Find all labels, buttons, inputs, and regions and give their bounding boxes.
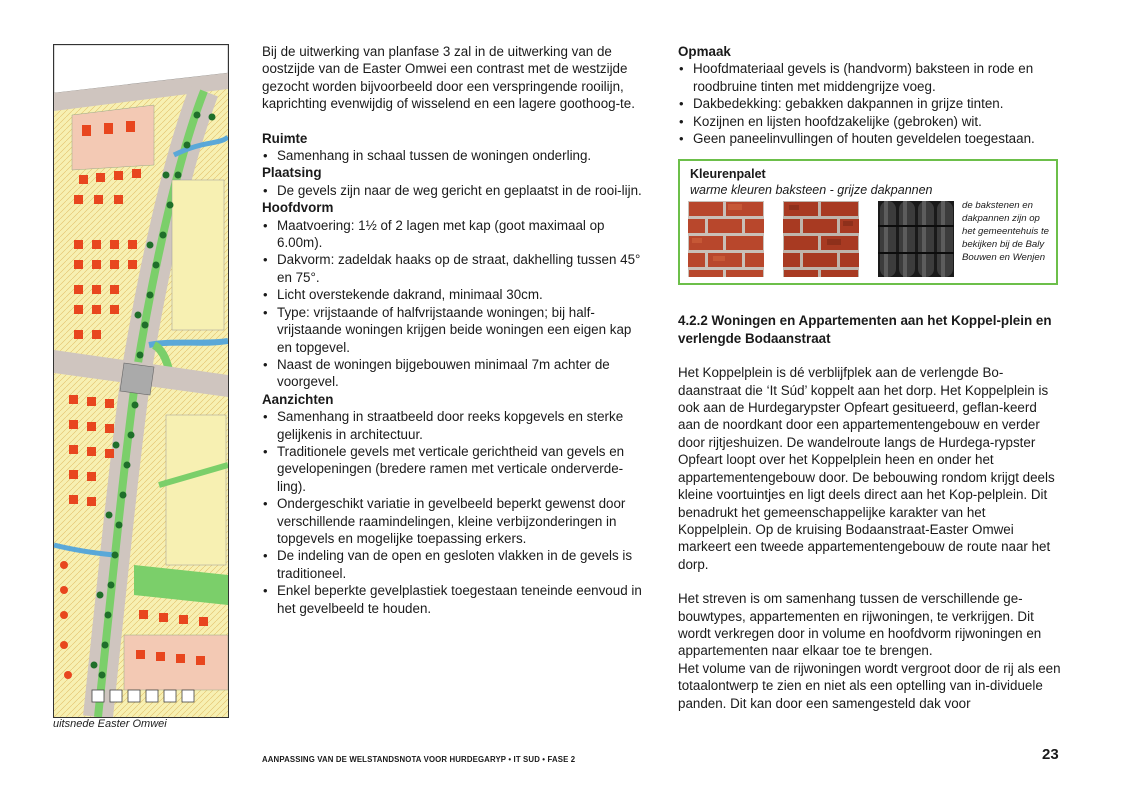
list-ruimte: [262, 147, 644, 164]
footer-title: AANPASSING VAN DE WELSTANDSNOTA VOOR HURDEGARYP • IT SUD • FASE 2: [262, 755, 576, 764]
list-opmaak: [678, 60, 1062, 147]
brick-swatch-red: [688, 201, 764, 277]
list-item: • Hoofdmateriaal gevels is (handvorm) baksteen in rode en roodbruine tinten met middengrijze voeg.: [678, 60, 1062, 95]
list-item: • Samenhang in straatbeeld door reeks kopgevels en sterke gelijkenis in architectuur.: [262, 408, 644, 443]
heading-plaatsing: Plaatsing: [262, 165, 322, 181]
list-item: • Geen paneelinvullingen of houten geveldelen toegestaan.: [678, 130, 1062, 147]
middle-column: [262, 43, 644, 617]
roof-tile-swatch-grey: [878, 201, 954, 277]
plot-block: [166, 415, 226, 565]
heading-ruimte: Ruimte: [262, 130, 308, 146]
right-column: [678, 43, 1062, 712]
list-item: • De indeling van de open en gesloten vlakken in de gevels is traditioneel.: [262, 547, 644, 582]
list-aanzichten: [262, 408, 644, 617]
canal: [149, 341, 228, 345]
paragraph-samenhang: Het streven is om samenhang tussen de verschillende ge-bouwtypes, appartementen en rijwoningen, te verkrijgen. Dit wordt verkregen door in volume en hoofdvorm rijwoningen en appartementen naar elkaar toe te brengen.: [678, 591, 1042, 659]
list-hoofdvorm: [262, 217, 644, 391]
list-item: • Dakbedekking: gebakken dakpannen in grijze tinten.: [678, 95, 1062, 112]
list-item: • De gevels zijn naar de weg gericht en geplaatst in de rooi-lijn.: [262, 182, 644, 199]
heading-aanzichten: Aanzichten: [262, 391, 334, 407]
intro-paragraph: Bij de uitwerking van planfase 3 zal in de uitwerking van de oostzijde van de Easter Omwei een contrast met de westzijde gezocht worden bijvoorbeeld door een verspringende rooilijn, kaprichting evenwijdig of wisselend en een lagere goothoog-te.: [262, 44, 635, 112]
plot: [72, 105, 154, 170]
list-item: • Enkel beperkte gevelplastiek toegestaan teneinde eenvoud in het gevelbeeld te houden.: [262, 582, 644, 617]
list-item: • Licht overstekende dakrand, minimaal 30cm.: [262, 286, 644, 303]
list-plaatsing: [262, 182, 644, 199]
heading-hoofdvorm: Hoofdvorm: [262, 200, 334, 216]
map-excerpt: [53, 44, 229, 718]
map-caption: uitsnede Easter Omwei: [53, 718, 167, 730]
paragraph-koppelplein: Het Koppelplein is dé verblijfplek aan de verlengde Bo-daanstraat die ‘It Súd’ koppelt aan het dorp. Het Koppelplein is ook aan de Hurdegarypster Opfeart gesitueerd, geflan-keerd aan de noordkant door een appartementengebouw en verder door rijtjeshuizen. De wandelroute langs de Hurdega-rypster Opfeart loopt over het Koppelplein heen en onder het appartementengebouw door. De bebouwing rondom krijgt deels kleine voortuintjes en ligt deels direct aan het Kop-pelplein. Dit benadrukt het gemeenschappelijke karakter van het Koppelplein. Op de kruising Bodaanstraat-Easter Omwei markeert een tweede appartementengebouw de route naar het dorp.: [678, 365, 1055, 572]
paragraph-volume: Het volume van de rijwoningen wordt vergroot door de rij als een totaalontwerp te zien en niet als een optelling van in-dividuele panden. Dit kan door een samengesteld dak voor: [678, 660, 1061, 711]
koppelplein-square: [120, 363, 154, 395]
list-item: • Samenhang in schaal tussen de woningen onderling.: [262, 147, 644, 164]
page-number: 23: [1042, 746, 1059, 763]
list-item: • Dakvorm: zadeldak haaks op de straat, dakhelling tussen 45° en 75°.: [262, 251, 644, 286]
list-item: • Ondergeschikt variatie in gevelbeeld beperkt gewenst door verschillende raamindelingen, kleine verbijzonderingen in topgevels en mogelijke toepassing erkers.: [262, 495, 644, 547]
color-palette-box: [678, 159, 1058, 285]
heading-opmaak: Opmaak: [678, 44, 731, 59]
site-plan-map: [54, 45, 228, 717]
plot-block: [172, 180, 224, 330]
brick-swatch-redbrown: [783, 201, 859, 277]
list-item: • Kozijnen en lijsten hoofdzakelijke (gebroken) wit.: [678, 113, 1062, 130]
palette-title: Kleurenpalet: [690, 167, 766, 182]
palette-note: de bakstenen en dakpannen zijn op het gemeentehuis te bekijken bij de Baly Bouwen en Wenjen: [962, 200, 1049, 264]
list-item: • Traditionele gevels met verticale gerichtheid van gevels en gevelopeningen (bredere ramen met verticale onderverde-ling).: [262, 443, 644, 495]
list-item: • Type: vrijstaande of halfvrijstaande woningen; bij half-vrijstaande woningen krijgen beide woningen een eigen kap en topgevel.: [262, 304, 644, 356]
list-item: • Maatvoering: 1½ of 2 lagen met kap (goot maximaal op 6.00m).: [262, 217, 644, 252]
list-item: • Naast de woningen bijgebouwen minimaal 7m achter de voorgevel.: [262, 356, 644, 391]
section-heading-4-2-2: 4.2.2 Woningen en Appartementen aan het Koppel-plein en verlengde Bodaanstraat: [678, 313, 1052, 346]
palette-subtitle: warme kleuren baksteen - grijze dakpannen: [690, 183, 933, 198]
